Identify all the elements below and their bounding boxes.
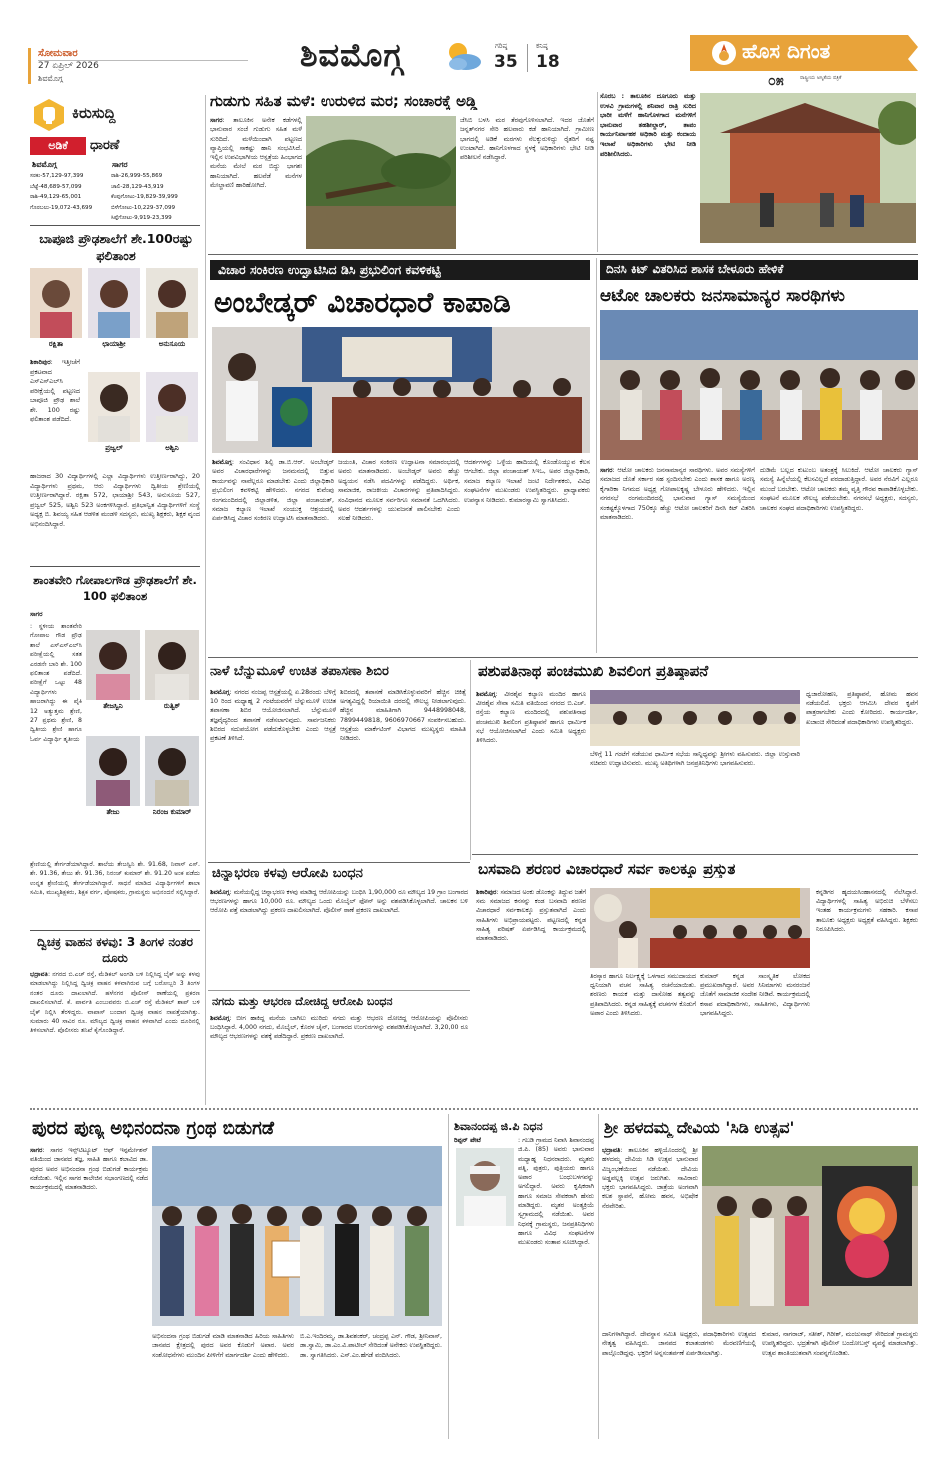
student-photo	[86, 736, 140, 806]
article-lead: ಶಿವಮೊಗ್ಗ	[210, 689, 230, 696]
purada-article-col	[30, 1146, 148, 1436]
student-photo	[86, 630, 140, 700]
ambedkar-article-col: ಜಯಂತಿ, ವಿಚಾರ ಸಂಕಿರಣ ಉದ್ಘಾಟನಾ ಸಮಾರಂಭದಲ್ಲಿ ಅವರು ಮಾತನಾಡಿದರು. ಅಂಬೇಡ್ಕರ್ ಅವರು ಹೆಚ್ಚು ಅಧ್ಯಯನ ನಡೆಸಿ ಪದವಿಗಳನ್ನು ಪಡೆದಿದ್ದರು. ಅರ್ಥಿಕ, ಸಾಮಾಜಿಕ, ರಾಜಕೀಯ ವಿಚಾರಗಳನ್ನು ಪ್ರತಿಪಾದಿಸಿದ್ದರು. ಸಂವಿಧಾನದ ಮೂಲಕ ಸರ್ವರಿಗೂ ಸಮಾನತೆ ಒದಗಿಸಿದರು. ಅವರ ಆದರ್ಶಗಳನ್ನು ಯುವಜನತೆ ಪಾಲಿಸಬೇಕು ಎಂದು ಸಲಹೆ ನೀಡಿದರು.	[338, 458, 460, 523]
camp-headline: ನಾಳೆ ಬೆನ್ನುಮೂಳೆ ಉಚಿತ ತಪಾಸಣಾ ಶಿಬಿರ	[210, 664, 389, 679]
ambedkar-article-col: ಆದರ್ಶಗಳನ್ನು ಒಳ್ಳೆಯ ಹಾದಿಯಲ್ಲಿ ಕೊಂಡೊಯ್ಯುವ ಕೆಲಸ ಆಗಬೇಕು. ಜಿಲ್ಲಾ ಪಂಚಾಯತ್ ಸಿಇಒ, ಅಪರ ಜಿಲ್ಲಾಧಿಕಾರಿ, ಸಮಾಜ ಕಲ್ಯಾಣ ಇಲಾಖೆ ಜಂಟಿ ನಿರ್ದೇಶಕರು, ವಿವಿಧ ಸಂಘಟನೆಗಳ ಮುಖಂಡರು ಉಪಸ್ಥಿತರಿದ್ದರು. ಪ್ರಾಧ್ಯಾಪಕರು ಉಪನ್ಯಾಸ ನೀಡಿದರು. ಕುಮಾರಸ್ವಾಮಿ ಸ್ವಾಗತಿಸಿದರು.	[464, 458, 590, 504]
halada-article-col	[602, 1146, 698, 1324]
kirusuddi-brand: ಕಿರುಸುದ್ದಿ	[72, 104, 116, 122]
student-name: ಅನುಸೂಯ	[158, 340, 186, 348]
student-photo	[146, 268, 198, 338]
article-text: : ಆಟೋ ಚಾಲಕರು ಜನಸಾಮಾನ್ಯರ ಸಾರಥಿಗಳು. ಅವರ ಸಮಸ್ಯೆಗಳಿಗೆ ಸಮಾಜದ ಜೊತೆ ಸರ್ಕಾರ ಸಹ ಸ್ಪಂದಿಸಬೇಕು ಎಂದು ಶಾಸಕ ಹಾಗೂ ಅರಣ್ಯ ಕೈಗಾರಿಕಾ ನಿಗಮದ ಅಧ್ಯಕ್ಷ ಗೋಪಾಲಕೃಷ್ಣ ಬೇಳೂರು ಹೇಳಿದರು. ಇಲ್ಲಿನ ನಗರಸಭೆ ರಂಗಮಂದಿರದಲ್ಲಿ ಭಾನುವಾರ ಗ್ಯಾಸ್ ಸಮಸ್ಯೆಯಿಂದ ಸಂಕಷ್ಟಕ್ಕೊಳಗಾದ 750ಕ್ಕೂ ಹೆಚ್ಚು ಆಟೋ ಚಾಲಕರಿಗೆ ದಿನಸಿ ಕಿಟ್ ವಿತರಿಸಿ ಮಾತನಾಡಿದರು.	[600, 466, 755, 522]
student-photo	[88, 268, 140, 338]
purada-headline: ಪುರದ ಪುಣ್ಯ ಅಭಿನಂದನಾ ಗ್ರಂಥ ಬಿಡುಗಡೆ	[32, 1118, 275, 1139]
article-lead: ಶಿವಮೊಗ್ಗ	[476, 691, 496, 698]
adike-price-row: ರಾಶಿ-26,999-55,869	[111, 173, 163, 179]
basava-article-col: ಕುಮಾರ್ ಕನ್ನಡ ಸಾಂಸ್ಕೃತಿಕ ಲೋಕದ ಪ್ರಮುಖರಾಗಿದ್ದಾರೆ. ಅವರ ಸಿನಿಮಾಗಳು ಮನರಂಜನೆ ಜೊತೆಗೆ ಸಾಮಾಜಿಕ ಸಂದೇಶ ನೀಡಿವೆ. ಕಾರ್ಯಕ್ರಮದಲ್ಲಿ ಕಸಾಪ ಪದಾಧಿಕಾರಿಗಳು, ಸಾಹಿತಿಗಳು, ವಿದ್ಯಾರ್ಥಿಗಳು ಭಾಗವಹಿಸಿದ್ದರು.	[700, 973, 810, 1017]
auto-kit-distribution-photo	[600, 310, 918, 460]
pashupati-article-col: ಬೆಳಿಗ್ಗೆ 11 ಗಂಟೆಗೆ ನಡೆಯುವ ಧಾರ್ಮಿಕ ಸಭೆಯ ಸಾನ್ನಿಧ್ಯವನ್ನು ಶ್ರೀಗಳು ವಹಿಸುವರು. ಜಿಲ್ಲಾ ಉಸ್ತುವಾರಿ ಸಚಿವರು ಉದ್ಘಾಟಿಸುವರು. ಮುಖ್ಯ ಅತಿಥಿಗಳಾಗಿ ಜನಪ್ರತಿನಿಧಿಗಳು ಭಾಗವಹಿಸುವರು.	[590, 751, 800, 768]
student-photo	[145, 736, 199, 806]
shantaveri-article-body: ಶ್ರೇಣಿಯಲ್ಲಿ ತೇರ್ಗಡೆಯಾಗಿದ್ದಾರೆ. ಶಾಲೆಯ ತೇಜಸ್ವಿನಿ ಶೇ. 91.68, ನಿವಾಸ್ ಎಸ್. ಶೇ. 91.36, ತೇಜು ಶೇ. 91.36, ನಿರಂಜ್ ಕುಮಾರ್ ಶೇ. 91.20 ಅಂಕ ಪಡೆದು ಉನ್ನತ ಶ್ರೇಣಿಯಲ್ಲಿ ತೇರ್ಗಡೆಯಾಗಿದ್ದಾರೆ. ಸಾಧನೆ ಮಾಡಿದ ವಿದ್ಯಾರ್ಥಿಗಳಿಗೆ ಶಾಲಾ ಸಮಿತಿ, ಮುಖ್ಯಶಿಕ್ಷಕರು, ಶಿಕ್ಷಕ ವರ್ಗ, ಪೋಷಕರು, ಗ್ರಾಮಸ್ಥರು ಅಭಿನಂದನೆ ಸಲ್ಲಿಸಿದ್ದಾರೆ.	[30, 861, 200, 897]
masthead-date: 27 ಏಪ್ರಿಲ್ 2026	[38, 61, 99, 71]
adike-col2-list	[111, 171, 201, 224]
halada-article-col: ದಾನಿಗಳಾಗಿದ್ದಾರೆ. ದೇವಸ್ಥಾನ ಸಮಿತಿ ಅಧ್ಯಕ್ಷರು, ಪದಾಧಿಕಾರಿಗಳು ಉತ್ಸವದ ನೇತೃತ್ವ ವಹಿಸಿದ್ದರು. ಜಾನಪದ ಕಲಾತಂಡಗಳು ಮೆರವಣಿಗೆಯಲ್ಲಿ ಪಾಲ್ಗೊಂಡಿದ್ದವು. ಭಕ್ತರಿಗೆ ಅನ್ನಸಂತರ್ಪಣೆ ಏರ್ಪಡಿಸಲಾಗಿತ್ತು.	[602, 1331, 756, 1357]
shantaveri-headline: ಶಾಂತವೇರಿ ಗೋಪಾಲಗೌಡ ಪ್ರೌಢಶಾಲೆಗೆ ಶೇ. 100 ಫಲಿತಾಂಶ	[33, 573, 197, 603]
burglary-article	[210, 1014, 468, 1104]
student-photo	[146, 372, 198, 442]
brand-banner	[690, 35, 918, 91]
article-text: : ಸಾಗರ ಇನ್ಸ್‌ಟಿಟ್ಯೂಟ್ ಆಫ್ ಇನ್ಫರ್ಮೇಶನ್ ವತಿಯಿಂದ ಜಾನಪದ ತಜ್ಞ, ಸಾಹಿತಿ ಹಾಗೂ ಕಲಾವಿದ ಡಾ. ಪುರದ ಅವರ ಅಭಿನಂದನಾ ಗ್ರಂಥ ಬಿಡುಗಡೆ ಕಾರ್ಯಕ್ರಮ ನಡೆಯಿತು. ಇಲ್ಲಿನ ಸಾಗರ ಕಾಲೇಜಿನ ಸಭಾಂಗಣದಲ್ಲಿ ನಡೆದ ಕಾರ್ಯಕ್ರಮದಲ್ಲಿ ಮಾತನಾಡಿದರು.	[30, 1147, 148, 1192]
city-title: ಶಿವಮೊಗ್ಗ	[300, 36, 404, 74]
student-name: ರಕ್ಷಿತಾ	[48, 340, 64, 348]
article-text: : ತಾಲೂಕಿನ ಅನೇಕ ಕಡೆಗಳಲ್ಲಿ ಭಾನುವಾರ ಸಂಜೆ ಗುಡುಗು ಸಹಿತ ಮಳೆ ಸುರಿದಿದೆ. ಮಳೆಯಿಂದಾಗಿ ಪಟ್ಟಣದ ವ್ಯಾಪ್ತಿಯಲ್ಲಿ ಸಾಕಷ್ಟು ಹಾನಿ ಸಂಭವಿಸಿದೆ. ಇಲ್ಲಿನ ಉಪವಿಭಾಗೀಯ ಆಸ್ಪತ್ರೆಯ ಹಿಂಭಾಗದ ಮನೆಯ ಮೇಲೆ ಮರ ಬಿದ್ದು ಭಾಗಶಃ ಹಾನಿಯಾಗಿದೆ. ಹಲವೆಡೆ ಮನೆಗಳ ಮೇಲ್ಚಾವಣಿ ಹಾರಿಹೋಗಿದೆ.	[210, 116, 302, 190]
halada-headline: ಶ್ರೀ ಹಳದಮ್ಮ ದೇವಿಯ 'ಸಿಡಿ ಉತ್ಸವ'	[604, 1118, 795, 1137]
article-text: : ಇತ್ತೀಚೆಗೆ ಪ್ರಕಟವಾದ ಎಸ್ಎಸ್ಎಲ್‌ಸಿ ಪರೀಕ್ಷೆಯಲ್ಲಿ ಪಟ್ಟಣದ ಬಾಪೂಜಿ ಪ್ರೌಢ ಶಾಲೆ ಶೇ. 100 ರಷ್ಟು ಫಲಿತಾಂಶ ಪಡೆದಿದೆ.	[30, 358, 80, 423]
article-lead: ಶಿವಮೊಗ್ಗ	[212, 458, 232, 466]
adike-price-row: ಬೆಟ್ಟೆ-48,689-57,099	[30, 183, 82, 190]
rain-fallen-tree-photo	[306, 116, 456, 249]
student-photo	[88, 372, 140, 442]
ambedkar-kicker: ವಿಚಾರ ಸಂಕಿರಣ ಉದ್ಘಾಟಿಸಿದ ಡಿಸಿ ಪ್ರಭುಲಿಂಗ ಕವಳಿಕಟ್ಟಿ	[218, 262, 441, 277]
adike-price-row: ಬಿಳೆಗೋಟು-10,229-37,099	[111, 204, 176, 211]
student-name: ನಿರಂಜ ಕುಮಾರ್	[152, 808, 192, 816]
brand-tagline: ರಾಷ್ಟ್ರೀಯ ಅಸ್ಮಿತೆಯ ಪತ್ರಿಕೆ	[800, 75, 842, 81]
article-lead: ಸಾಗರ	[30, 1147, 43, 1154]
student-photo	[145, 630, 199, 700]
article-text: : ತಾಲೂಕಿನ ಹಳ್ಳಿಯೊಂದರಲ್ಲಿ ಶ್ರೀ ಹಳದಮ್ಮ ದೇವಿಯ ಸಿಡಿ ಉತ್ಸವ ಭಾನುವಾರ ವಿಜೃಂಭಣೆಯಿಂದ ನಡೆಯಿತು. ದೇವಿಯ ಅಡ್ಡಪಲ್ಲಕ್ಕಿ ಉತ್ಸವ ಜರುಗಿತು. ಸಾವಿರಾರು ಭಕ್ತರು ಭಾಗವಹಿಸಿದ್ದರು. ಜಾತ್ರೆಯ ಅಂಗವಾಗಿ ಕಲಶ ಸ್ಥಾಪನೆ, ಹೋಮ ಹವನ, ಅಭಿಷೇಕ ನೆರವೇರಿತು.	[602, 1147, 698, 1210]
article-lead: ಸಾಗರ	[600, 466, 613, 474]
article-text: : ಮನೆಯಲ್ಲಿದ್ದ ಚಿನ್ನಾಭರಣ ಕಳವು ಮಾಡಿದ್ದ ಆರೋಪಿಯನ್ನು ಬಂಧಿಸಿ 1,90,000 ರೂ ಮೌಲ್ಯದ 19 ಗ್ರಾಂ ಬಂಗಾರದ ಆಭರಣಗಳನ್ನು ಹಾಗೂ 10,000 ರೂ. ಮೌಲ್ಯದ ಒಂದು ಮೊಬೈಲ್ ಫೋನ್ ಅನ್ನು ವಶಪಡಿಸಿಕೊಳ್ಳಲಾಗಿದೆ. ಚಾಲಕನ ಬಳಿ ಆರೋಪಿ ಪತ್ತೆ ಮಾಡಲಾಗಿದ್ದು ಪ್ರಕರಣ ದಾಖಲಿಸಲಾಗಿದೆ. ಪೊಲೀಸ್ ಠಾಣೆ ಪ್ರಕರಣ ದಾಖಲಾಗಿದೆ.	[210, 889, 468, 915]
adike-title: ಅಡಿಕೆ	[30, 137, 86, 155]
ambedkar-headline: ಅಂಬೇಡ್ಕರ್ ವಿಚಾರಧಾರೆ ಕಾಪಾಡಿ	[214, 286, 511, 319]
ambedkar-event-photo	[212, 327, 590, 453]
article-text: : ನಗರದ ನಂಜಪ್ಪ ಆಸ್ಪತ್ರೆಯಲ್ಲಿ ಏ.28ರಂದು ಬೆಳಿಗ್ಗೆ 10 ರಿಂದ ಮಧ್ಯಾಹ್ನ 2 ಗಂಟೆಯವರೆಗೆ ಬೆನ್ನುಮೂಳೆ ಉಚಿತ ತಪಾಸಣಾ ಶಿಬಿರ ಆಯೋಜಿಸಲಾಗಿದೆ. ಬೆನ್ನುಮೂಳೆ ತಜ್ಞವೈದ್ಯರಿಂದ ತಪಾಸಣೆ ನಡೆಸಲಾಗುವುದು. ಸಾರ್ವಜನಿಕರು ಶಿಬಿರದ ಸದುಪಯೋಗ ಪಡೆದುಕೊಳ್ಳಬೇಕು ಎಂದು ಆಸ್ಪತ್ರೆ ಪ್ರಕಟಣೆ ತಿಳಿಸಿದೆ.	[210, 689, 336, 743]
rain-headline: ಗುಡುಗು ಸಹಿತ ಮಳೆ: ಉರುಳಿದ ಮರ; ಸಂಚಾರಕ್ಕೆ ಅಡ್ಡಿ	[210, 92, 478, 110]
rain-article-col: ಜೆಸಿಬಿ ಬಳಸಿ ಮರ ತೆರವುಗೊಳಿಸಲಾಗಿದೆ. ಇದರ ಜೊತೆಗೆ ಜನ್ನತ್‌ನಗರ ಸೇರಿ ಹಲವಾರು ಕಡೆ ಹಾನಿಯಾಗಿದೆ. ಗ್ರಾಮೀಣ ಭಾಗದಲ್ಲಿ ಅಡಿಕೆ ಮರಗಳು ನೆಲಕ್ಕುರುಳಿದ್ದು ರೈತರಿಗೆ ನಷ್ಟ ಉಂಟಾಗಿದೆ. ಹಾನಿಗೊಳಗಾದ ಸ್ಥಳಕ್ಕೆ ಅಧಿಕಾರಿಗಳು ಭೇಟಿ ನೀಡಿ ಪರಿಶೀಲನೆ ನಡೆಸಿದ್ದಾರೆ.	[460, 116, 594, 162]
basava-article-col	[476, 888, 586, 1098]
kirusuddi-logo	[32, 98, 202, 132]
obituary-dateline	[454, 1136, 514, 1145]
adike-col2-title: ಸಾಗರ	[112, 160, 128, 169]
student-name: ಅಶ್ವಿನಿ	[165, 444, 179, 452]
article-lead: ಸಾಗರ	[210, 116, 223, 124]
sorab-damage-photo	[700, 93, 916, 243]
page-number: ೦೫	[768, 73, 784, 89]
article-text: : ಬೀಗ ಹಾಕಿದ್ದ ಮನೆಯ ಬಾಗಿಲು ಮುರಿದು ನಗದು ಮತ್ತು ಆಭರಣ ದೋಚಿದ್ದ ಆರೋಪಿಯನ್ನು ಪೊಲೀಸರು ಬಂಧಿಸಿದ್ದಾರೆ. 4,000 ನಗದು, ಮೊಬೈಲ್, ಕೊರಳ ಚೈನ್, ಬಂಗಾರದ ಉಂಗುರಗಳನ್ನು ವಶಪಡಿಸಿಕೊಳ್ಳಲಾಗಿದೆ. 3,20,00 ರೂ ಮೌಲ್ಯದ ಆಭರಣಗಳನ್ನು ವಶಕ್ಕೆ ಪಡೆದಿದ್ದಾರೆ. ಪ್ರಕರಣ ದಾಖಲಾಗಿದೆ.	[210, 1015, 468, 1041]
student-name: ತೇಜು	[106, 808, 120, 816]
pashupati-article-col	[476, 690, 586, 850]
brand-logo-icon	[712, 41, 736, 65]
purada-article-col: ಅಭಿನಂದನಾ ಗ್ರಂಥ ಬಿಡುಗಡೆ ಮಾಡಿ ಮಾತನಾಡಿದ ಹಿರಿಯ ಸಾಹಿತಿಗಳು ಜಾನಪದ ಕ್ಷೇತ್ರದಲ್ಲಿ ಪುರದ ಅವರ ಕೊಡುಗೆ ಅಪಾರ. ಅವರ ಸಂಶೋಧನೆಗಳು ಮುಂದಿನ ಪೀಳಿಗೆಗೆ ಮಾರ್ಗದರ್ಶಿ ಎಂದು ಹೇಳಿದರು.	[152, 1333, 294, 1359]
student-photo	[30, 268, 82, 338]
temp-min-label: ಕನಿಷ್ಠ	[536, 42, 548, 50]
article-lead: ಭದ್ರಾವತಿ	[30, 971, 48, 978]
auto-article-col: ದುಡಿಮೆ ಬಲ್ಲದ ಕುಟುಂಬ ಅತಂತ್ರಕ್ಕೆ ಸಿಲುಕಿದೆ. ಆಟೋ ಚಾಲಕರು ಗ್ಯಾಸ್ ಸಮಸ್ಯೆ ಹಿನ್ನೆಲೆಯಲ್ಲಿ ಕೆಲಸವಿಲ್ಲದೆ ಪರದಾಡುತ್ತಿದ್ದಾರೆ. ಅವರ ನೆರವಿಗೆ ಎಲ್ಲರೂ ಮುಂದೆ ಬರಬೇಕು. ಆಟೋ ಚಾಲಕರು ತಮ್ಮ ವೃತ್ತಿ ಗೌರವ ಕಾಪಾಡಿಕೊಳ್ಳಬೇಕು. ಸಂಘಟನೆ ಮೂಲಕ ಸೌಲಭ್ಯ ಪಡೆಯಬೇಕು. ನಗರಸಭೆ ಅಧ್ಯಕ್ಷರು, ಸದಸ್ಯರು, ಚಾಲಕರ ಸಂಘದ ಪದಾಧಿಕಾರಿಗಳು ಉಪಸ್ಥಿತರಿದ್ದರು.	[760, 466, 918, 512]
adike-price-row: ಗೊರಬಲು-19,072-43,699	[30, 204, 93, 211]
adike-price-row: ಸರಕು-57,129-97,399	[30, 173, 84, 179]
adike-price-row: ಸಿಪ್ಪೆಗೋಟು-9,919-23,399	[111, 215, 172, 221]
halada-festival-photo	[702, 1146, 918, 1324]
ambedkar-article-col	[212, 458, 334, 648]
obituary-portrait-photo	[456, 1148, 514, 1226]
rain-article-col	[210, 116, 302, 251]
adike-col1-list	[30, 171, 110, 213]
article-text: : ಸಂವಿಧಾನ ಶಿಲ್ಪಿ ಡಾ.ಬಿ.ಆರ್. ಅಂಬೇಡ್ಕರ್ ಅವರ ವಿಚಾರಧಾರೆಗಳನ್ನು ಜನಮನದಲ್ಲಿ ಬಿತ್ತುವ ಕಾರ್ಯವನ್ನು ನಾವೆಲ್ಲರೂ ಮಾಡಬೇಕು ಎಂದು ಜಿಲ್ಲಾಧಿಕಾರಿ ಪ್ರಭುಲಿಂಗ ಕವಳಿಕಟ್ಟಿ ಹೇಳಿದರು. ನಗರದ ಕುವೆಂಪು ರಂಗಮಂದಿರದಲ್ಲಿ ಜಿಲ್ಲಾಡಳಿತ, ಜಿಲ್ಲಾ ಪಂಚಾಯತ್, ಸಮಾಜ ಕಲ್ಯಾಣ ಇಲಾಖೆ ಸಂಯುಕ್ತ ಆಶ್ರಯದಲ್ಲಿ ಏರ್ಪಡಿಸಿದ್ದ ವಿಚಾರ ಸಂಕಿರಣ ಉದ್ಘಾಟಿಸಿ ಮಾತನಾಡಿದರು.	[212, 458, 334, 523]
article-lead: ಸಾಗರ	[30, 610, 43, 618]
camp-article-col	[210, 688, 336, 858]
masthead-place: ಶಿವಮೊಗ್ಗ	[38, 74, 63, 83]
basava-article-col: ತಿರಸ್ಕಾರ ಹಾಗೂ ನಿರ್ಲಕ್ಷ್ಯಕ್ಕೆ ಒಳಗಾದ ಸಮುದಾಯದ ಧ್ವನಿಯಾಗಿ ವಚನ ಸಾಹಿತ್ಯ ರಚನೆಯಾಯಿತು. ಶರಣರು ಕಾಯಕ ಮತ್ತು ದಾಸೋಹ ತತ್ವವನ್ನು ಪ್ರತಿಪಾದಿಸಿದರು. ಕನ್ನಡ ಸಾಹಿತ್ಯಕ್ಕೆ ವಚನಗಳ ಕೊಡುಗೆ ಅಪಾರ ಎಂದು ತಿಳಿಸಿದರು.	[590, 973, 696, 1017]
bapuji-article-body: ಹಾಜರಾದ 30 ವಿದ್ಯಾರ್ಥಿಗಳಲ್ಲಿ ಎಲ್ಲಾ ವಿದ್ಯಾರ್ಥಿಗಳು ಉತ್ತೀರ್ಣರಾಗಿದ್ದು, 20 ವಿದ್ಯಾರ್ಥಿಗಳು ಪ್ರಥಮ, ಆರು ವಿದ್ಯಾರ್ಥಿಗಳು ದ್ವಿತೀಯ ಶ್ರೇಣಿಯಲ್ಲಿ ಉತ್ತೀರ್ಣರಾಗಿದ್ದಾರೆ. ರಕ್ಷಿತಾ 572, ಛಾಯಾಶ್ರೀ 543, ಅನುಸೂಯ 527, ಪ್ರಜ್ವಲ್ 525, ಅಶ್ವಿನಿ 523 ಅಂಕಗಳಿಸಿದ್ದಾರೆ. ಪ್ರತಿಭಾನ್ವಿತ ವಿದ್ಯಾರ್ಥಿಗಳಿಗೆ ಸಂಸ್ಥೆ ಅಧ್ಯಕ್ಷ ಬಿ. ಶಿವಯ್ಯ ಸಹಿತ ಆಡಳಿತ ಮಂಡಳಿ ಸದಸ್ಯರು, ಮುಖ್ಯ ಶಿಕ್ಷಕರು, ಶಿಕ್ಷಕ ವೃಂದ ಅಭಿನಂದಿಸಿದ್ದಾರೆ.	[30, 472, 200, 528]
pashupati-meeting-photo	[590, 690, 800, 746]
article-lead: ಶಿವಮೊಗ್ಗ	[210, 1015, 230, 1022]
basava-article-col: ಕನ್ನಡಿಗರ ಹೃದಯಸಿಂಹಾಸನದಲ್ಲಿ ನೆಲೆಸಿದ್ದಾರೆ. ವಿದ್ಯಾರ್ಥಿಗಳಲ್ಲಿ ಸಾಹಿತ್ಯ ಅಭಿರುಚಿ ಬೆಳೆಸಲು ಇಂತಹ ಕಾರ್ಯಕ್ರಮಗಳು ಸಹಕಾರಿ. ಕಸಾಪ ತಾಲೂಕು ಅಧ್ಯಕ್ಷರು ಅಧ್ಯಕ್ಷತೆ ವಹಿಸಿದ್ದರು. ಶಿಕ್ಷಕರು ನಿರೂಪಿಸಿದರು.	[816, 889, 918, 933]
pashupati-article-col: ಧ್ವಜಾರೋಹಣ, ಪ್ರತಿಷ್ಠಾಪನೆ, ಹೋಮ ಹವನ ನಡೆಯಲಿದೆ. ಭಕ್ತರು ಆಗಮಿಸಿ ದೇವರ ಕೃಪೆಗೆ ಪಾತ್ರರಾಗಬೇಕು ಎಂದು ಕೋರಿದರು. ಕಾರ್ಯದರ್ಶಿ, ಖಜಾಂಚಿ ಸೇರಿದಂತೆ ಪದಾಧಿಕಾರಿಗಳು ಉಪಸ್ಥಿತರಿದ್ದರು.	[806, 691, 918, 726]
bike-theft-article	[30, 970, 200, 1098]
bapuji-headline: ಬಾಪೂಜಿ ಪ್ರೌಢಶಾಲೆಗೆ ಶೇ.100ರಷ್ಟು ಫಲಿತಾಂಶ	[39, 231, 193, 263]
temp-max: 35	[494, 52, 518, 72]
masthead-date-block	[28, 48, 258, 88]
obituary-headline: ಶಿವಾನಂದಪ್ಪ ಜಿ.ಪಿ ನಿಧನ	[454, 1120, 543, 1133]
weather-icon	[440, 38, 484, 74]
student-name: ರುತ್ವಿಕ್	[163, 702, 181, 710]
chain-theft-headline: ಚಿನ್ನಾಭರಣ ಕಳವು ಆರೋಪಿ ಬಂಧನ	[212, 866, 363, 881]
student-name: ಪ್ರಜ್ವಲ್	[105, 444, 123, 452]
temp-min: 18	[536, 52, 560, 72]
camp-article-col: ಶಿಬಿರದಲ್ಲಿ ತಪಾಸಣೆ ಮಾಡಿಸಿಕೊಳ್ಳುವವರಿಗೆ ಹೆಚ್ಚಿನ ಚಿಕಿತ್ಸೆ ಅಗತ್ಯವಿದ್ದಲ್ಲಿ ರಿಯಾಯಿತಿ ದರದಲ್ಲಿ ಸೌಲಭ್ಯ ನೀಡಲಾಗುವುದು. ಹೆಚ್ಚಿನ ಮಾಹಿತಿಗಾಗಿ 9448998048, 7899449818, 9606970667 ಸಂಪರ್ಕಿಸಬಹುದು. ಆಸ್ಪತ್ರೆಯ ಮಾರ್ಕೆಟಿಂಗ್ ವಿಭಾಗದ ಮುಖ್ಯಸ್ಥರು ಮಾಹಿತಿ ನೀಡಿದರು.	[340, 689, 466, 743]
adike-price-row: ರಾಶಿ-49,129-65,001	[30, 194, 82, 200]
obituary-article: : ಗಬಡಿ ಗ್ರಾಮದ ನಿವಾಸಿ ಶಿವಾನಂದಪ್ಪ ಜಿ.ಪಿ. (85) ಅವರು ಭಾನುವಾರ ಮಧ್ಯಾಹ್ನ ನಿಧನರಾದರು. ಮೃತರು ಪತ್ನಿ, ಪುತ್ರರು, ಪುತ್ರಿಯರು ಹಾಗೂ ಅಪಾರ ಬಂಧುಬಳಗವನ್ನು ಅಗಲಿದ್ದಾರೆ. ಅವರು ಕೃಷಿಕರಾಗಿ ಹಾಗೂ ಸಮಾಜ ಸೇವಕರಾಗಿ ಹೆಸರು ಮಾಡಿದ್ದರು. ಮೃತರ ಅಂತ್ಯಕ್ರಿಯೆ ಸ್ವಗ್ರಾಮದಲ್ಲಿ ನಡೆಯಿತು. ಅವರ ನಿಧನಕ್ಕೆ ಗ್ರಾಮಸ್ಥರು, ಜನಪ್ರತಿನಿಧಿಗಳು ಹಾಗೂ ವಿವಿಧ ಸಂಘಟನೆಗಳ ಮುಖಂಡರು ಸಂತಾಪ ಸೂಚಿಸಿದ್ದಾರೆ.	[518, 1137, 594, 1247]
article-text: : ನಗರದ ಬಿ.ಎಚ್ ರಸ್ತೆ, ಮೆಡಿಕಲ್ ಅಂಗಡಿ ಬಳಿ ನಿಲ್ಲಿಸಿದ್ದ ಬೈಕ್ ಅನ್ನು ಕಳವು ಮಾಡಲಾಗಿದ್ದು ನಿಲ್ಲಿಸಿದ್ದ ದ್ವಿಚಕ್ರ ವಾಹನ ಕಳವಾಗಿರುವ ಬಗ್ಗೆ ಬರೋಬ್ಬರಿ 3 ತಿಂಗಳ ನಂತರ ದೂರು ದಾಖಲಾಗಿದೆ. ಹಳೆನಗರ ಪೊಲೀಸ್ ಠಾಣೆಯಲ್ಲಿ ಪ್ರಕರಣ ದಾಖಲಿಸಲಾಗಿದೆ. ಕೆ. ಪಾರ್ವತಿ ಎಂಬುವವರು ಬಿ.ಎಚ್ ರಸ್ತೆ ಮೆಡಿಕಲ್ ಶಾಪ್ ಬಳಿ ಬೈಕ್ ನಿಲ್ಲಿಸಿ ತೆರಳಿದ್ದರು. ವಾಪಾಸ್ ಬಂದಾಗ ದ್ವಿಚಕ್ರ ವಾಹನ ನಾಪತ್ತೆಯಾಗಿತ್ತು. ಸುಮಾರು 40 ಸಾವಿರ ರೂ. ಮೌಲ್ಯದ ದ್ವಿಚಕ್ರ ವಾಹನ ಕಳವಾಗಿದೆ ಎಂದು ದೂರಿನಲ್ಲಿ ತಿಳಿಸಲಾಗಿದೆ. ಪೊಲೀಸರು ತನಿಖೆ ಕೈಗೊಂಡಿದ್ದಾರೆ.	[30, 971, 200, 1035]
article-text: : ವೀರಶೈವ ಕಲ್ಯಾಣ ಮಂದಿರ ಹಾಗೂ ವೀರಶೈವ ಸೇವಾ ಸಮಿತಿ ವತಿಯಿಂದ ನಗರದ ಬಿ.ಎಚ್. ರಸ್ತೆಯ ಕಲ್ಯಾಣ ಮಂದಿರದಲ್ಲಿ ಪಶುಪತಿನಾಥ ಪಂಚಮುಖಿ ಶಿವಲಿಂಗ ಪ್ರತಿಷ್ಠಾಪನೆ ಹಾಗೂ ಧಾರ್ಮಿಕ ಸಭೆ ಆಯೋಜಿಸಲಾಗಿದೆ ಎಂದು ಸಮಿತಿ ಅಧ್ಯಕ್ಷರು ತಿಳಿಸಿದರು.	[476, 691, 586, 745]
article-lead: ಶಿಕಾರಿಪುರ	[476, 889, 497, 896]
basava-event-photo	[590, 888, 810, 968]
kirusuddi-icon	[32, 98, 66, 132]
article-lead: ರಿಪ್ಪನ್ ಪೇಟೆ	[454, 1136, 481, 1144]
adike-col1-title: ಶಿವಮೊಗ್ಗ	[32, 160, 57, 169]
burglary-headline: ನಗದು ಮತ್ತು ಆಭರಣ ದೋಚಿದ್ದ ಆರೋಪಿ ಬಂಧನ	[212, 995, 393, 1008]
adike-title-box	[30, 137, 200, 155]
purada-article-col: ಬಿ.ಎ.ಇಂದಿರಮ್ಮ, ಡಾ.ಶಿವಶಂಕರ್, ಚಂದ್ರಪ್ಪ ಎನ್. ಗೌಡ, ಶ್ರೀನಿವಾಸ್, ಡಾ.ಸ್ವಾಮಿ, ಡಾ.ಎಂ.ವಿ.ಪಾಟೀಲ್ ಸೇರಿದಂತೆ ಅನೇಕರು ಉಪಸ್ಥಿತರಿದ್ದರು. ಡಾ. ಸ್ವಾಗತಿಸಿದರು. ಎಸ್.ಎಂ.ಹೆಗಡೆ ವಂದಿಸಿದರು.	[300, 1333, 442, 1359]
purada-book-release-photo	[152, 1146, 442, 1326]
halada-article-col: ಕುಮಾರ, ನಾಗರಾಜ್, ಸತೀಶ್, ಗಿರೀಶ್, ಮಂಜುನಾಥ್ ಸೇರಿದಂತೆ ಗ್ರಾಮಸ್ಥರು ಉಪಸ್ಥಿತರಿದ್ದರು. ಭದ್ರತೆಗಾಗಿ ಪೊಲೀಸ್ ಬಂದೋಬಸ್ತ್ ವ್ಯವಸ್ಥೆ ಮಾಡಲಾಗಿತ್ತು. ಉತ್ಸವ ಶಾಂತಿಯುತವಾಗಿ ಸಂಪನ್ನಗೊಂಡಿತು.	[762, 1331, 918, 1357]
adike-price-row: ಕೆಂಪುಗೋಟು-19,829-39,999	[111, 194, 178, 200]
bike-theft-headline: ದ್ವಿಚಕ್ರ ವಾಹನ ಕಳವು: 3 ತಿಂಗಳ ನಂತರ ದೂರು	[36, 935, 194, 965]
masthead-day: ಸೋಮವಾರ	[38, 48, 78, 59]
chain-theft-article	[210, 888, 468, 988]
sorab-rain-brief: ಸೊರಬ : ತಾಲೂಕಿನ ದೂಗೂರು ಮತ್ತು ಉಳವಿ ಗ್ರಾಮಗಳಲ್ಲಿ ಶನಿವಾರ ರಾತ್ರಿ ಸುರಿದ ಭಾರೀ ಮಳೆಗೆ ಹಾನಿಗೊಳಗಾದ ಮನೆಗಳಿಗೆ ಭಾನುವಾರ ತಹಶೀಲ್ದಾರ್, ತಾಪಂ ಕಾರ್ಯನಿರ್ವಾಹಕ ಅಧಿಕಾರಿ ಮತ್ತು ಕಂದಾಯ ಇಲಾಖೆ ಅಧಿಕಾರಿಗಳು ಭೇಟಿ ನೀಡಿ ಪರಿಶೀಲಿಸಿದರು.	[600, 92, 696, 158]
article-lead: ಶಿಕಾರಿಪುರ	[30, 358, 51, 366]
auto-kicker: ದಿನಸಿ ಕಿಟ್ ವಿತರಿಸಿದ ಶಾಸಕ ಬೇಳೂರು ಹೇಳಿಕೆ	[606, 262, 784, 276]
pashupati-headline: ಪಶುಪತಿನಾಥ ಪಂಚಮುಖಿ ಶಿವಲಿಂಗ ಪ್ರತಿಷ್ಠಾಪನೆ	[478, 662, 709, 680]
shantaveri-article-side: : ಸ್ಥಳೀಯ ಶಾಂತವೇರಿ ಗೋಪಾಲ ಗೌಡ ಪ್ರೌಢ ಶಾಲೆ ಎಸ್ಎಸ್ಎಲ್‌ಸಿ ಪರೀಕ್ಷೆಯಲ್ಲಿ ಸತತ ಎರಡನೇ ಬಾರಿ ಶೇ. 100 ಫಲಿತಾಂಶ ಪಡೆದಿದೆ. ಪರೀಕ್ಷೆಗೆ ಒಟ್ಟು 48 ವಿದ್ಯಾರ್ಥಿಗಳು ಹಾಜರಾಗಿದ್ದು ಈ ಪೈಕಿ 12 ಅತ್ಯುತ್ತಮ ಶ್ರೇಣಿ, 27 ಪ್ರಥಮ ಶ್ರೇಣಿ, 8 ದ್ವಿತೀಯ ಶ್ರೇಣಿ ಹಾಗೂ ಓರ್ವ ವಿದ್ಯಾರ್ಥಿ ತೃತೀಯ	[30, 623, 82, 743]
section-divider	[30, 1108, 918, 1110]
student-name: ಛಾಯಾಶ್ರೀ	[102, 340, 126, 348]
article-lead: ಭದ್ರಾವತಿ	[602, 1147, 621, 1154]
brand-name: ಹೊಸ ದಿಗಂತ	[742, 39, 831, 63]
auto-headline: ಆಟೋ ಚಾಲಕರು ಜನಸಾಮಾನ್ಯರ ಸಾರಥಿಗಳು	[600, 286, 845, 306]
student-name: ತೇಜಸ್ವಿನಿ	[103, 702, 123, 710]
adike-price-row: ಚಾಲಿ-28,129-43,919	[111, 183, 164, 190]
temp-max-label: ಗರಿಷ್ಠ	[495, 42, 508, 50]
adike-title2: ಧಾರಣೆ	[90, 138, 120, 153]
auto-article-col	[600, 466, 755, 652]
article-lead: ಶಿವಮೊಗ್ಗ	[210, 889, 230, 896]
basava-headline: ಬಸವಾದಿ ಶರಣರ ವಿಚಾರಧಾರೆ ಸರ್ವ ಕಾಲಕ್ಕೂ ಪ್ರಸ್ತುತ	[478, 860, 736, 878]
article-text: : ಸಮಾಜದ ಅಂಕು ಡೊಂಕನ್ನು ತಿದ್ದುವ ಜತೆಗೆ ಸಮ ಸಮಾಜದ ಕನಸನ್ನು ಕಂಡ ಬಸವಾದಿ ಶರಣರ ವಿಚಾರಧಾರೆ ಸರ್ವಕಾಲಕ್ಕೂ ಪ್ರಸ್ತುತವಾಗಿದೆ ಎಂದು ಸಾಹಿತಿಗಳು ಅಭಿಪ್ರಾಯಪಟ್ಟರು. ಪಟ್ಟಣದಲ್ಲಿ ಕನ್ನಡ ಸಾಹಿತ್ಯ ಪರಿಷತ್ ಏರ್ಪಡಿಸಿದ್ದ ಕಾರ್ಯಕ್ರಮದಲ್ಲಿ ಮಾತನಾಡಿದರು.	[476, 889, 586, 943]
bapuji-article-intro	[30, 358, 80, 470]
